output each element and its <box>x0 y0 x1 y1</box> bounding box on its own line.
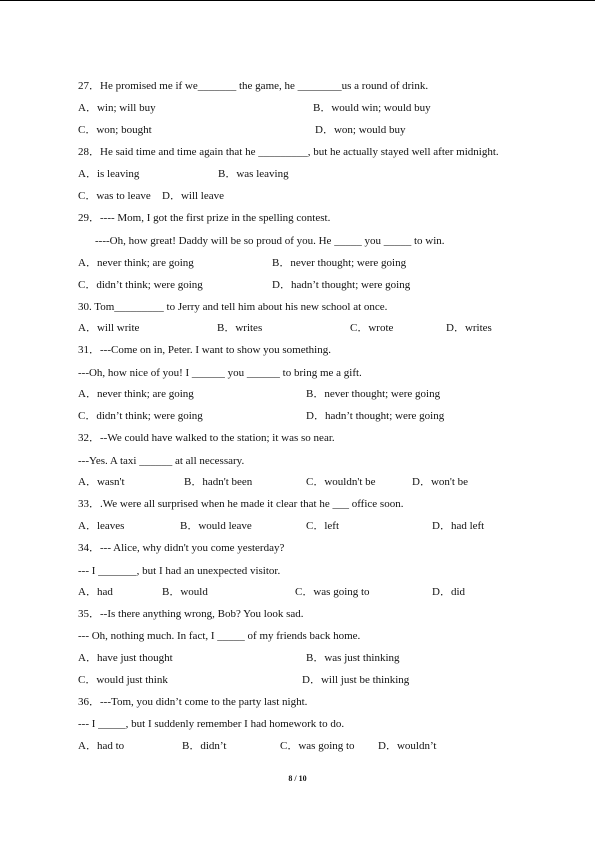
q34-stem: 34．--- Alice, why didn't you come yesterday? <box>78 542 285 554</box>
q33-option-a: A．leaves <box>78 520 125 532</box>
q30-stem: 30. Tom_________ to Jerry and tell him about his new school at once. <box>78 301 388 313</box>
q34-stem-reply: --- I _______, but I had an unexpected visitor. <box>78 565 281 577</box>
q27-option-a: A．win; will buy <box>78 102 156 114</box>
q31-option-b: B．never thought; were going <box>306 388 441 400</box>
q27-option-d: D．won; would buy <box>315 124 406 136</box>
q28-stem: 28．He said time and time again that he _________, but he actually stayed well after midnight. <box>78 146 499 158</box>
q29-option-c: C．didn’t think; were going <box>78 279 203 291</box>
q36-option-a: A．had to <box>78 740 125 752</box>
q32-option-b: B．hadn't been <box>184 476 253 488</box>
q29-option-b: B．never thought; were going <box>272 257 407 269</box>
q33-stem: 33．.We were all surprised when he made it clear that he ___ office soon. <box>78 498 404 510</box>
q28-option-c: C．was to leave <box>78 190 151 202</box>
q29-stem-reply: ----Oh, how great! Daddy will be so proud of you. He _____ you _____ to win. <box>95 235 445 247</box>
q33-option-c: C．left <box>306 520 339 532</box>
q36-option-d: D．wouldn’t <box>378 740 437 752</box>
q34-option-c: C．was going to <box>295 586 370 598</box>
q31-option-a: A．never think; are going <box>78 388 194 400</box>
q27-stem: 27．He promised me if we_______ the game, he ________us a round of drink. <box>78 80 429 92</box>
q34-option-b: B．would <box>162 586 208 598</box>
q28-option-a: A．is leaving <box>78 168 140 180</box>
q28-option-b: B．was leaving <box>218 168 289 180</box>
q28-option-d: D．will leave <box>162 190 225 202</box>
q27-option-b: B．would win; would buy <box>313 102 431 114</box>
q33-option-d: D．had left <box>432 520 485 532</box>
q31-option-c: C．didn’t think; were going <box>78 410 203 422</box>
q32-option-d: D．won't be <box>412 476 469 488</box>
q35-option-d: D．will just be thinking <box>302 674 410 686</box>
q27-option-c: C．won; bought <box>78 124 152 136</box>
q36-stem-reply: --- I _____, but I suddenly remember I had homework to do. <box>78 718 345 730</box>
q30-option-b: B．writes <box>217 322 263 334</box>
q31-option-d: D．hadn’t thought; were going <box>306 410 445 422</box>
q30-option-a: A．will write <box>78 322 140 334</box>
page-top-border <box>0 0 595 1</box>
q35-option-a: A．have just thought <box>78 652 173 664</box>
q33-option-b: B．would leave <box>180 520 252 532</box>
q29-option-a: A．never think; are going <box>78 257 194 269</box>
q36-option-c: C．was going to <box>280 740 355 752</box>
q29-option-d: D．hadn’t thought; were going <box>272 279 411 291</box>
q32-option-a: A．wasn't <box>78 476 125 488</box>
q30-option-d: D．writes <box>446 322 492 334</box>
q36-option-b: B．didn’t <box>182 740 227 752</box>
q34-option-a: A．had <box>78 586 113 598</box>
q32-option-c: C．wouldn't be <box>306 476 376 488</box>
q36-stem: 36．---Tom, you didn’t come to the party last night. <box>78 696 308 708</box>
q35-option-c: C．would just think <box>78 674 168 686</box>
q35-stem-reply: --- Oh, nothing much. In fact, I _____ of my friends back home. <box>78 630 361 642</box>
q35-option-b: B．was just thinking <box>306 652 400 664</box>
q31-stem-reply: ---Oh, how nice of you! I ______ you ______ to bring me a gift. <box>78 367 362 379</box>
q29-stem: 29．---- Mom, I got the first prize in the spelling contest. <box>78 212 331 224</box>
page-number: 8 / 10 <box>288 774 307 783</box>
q31-stem: 31．---Come on in, Peter. I want to show you something. <box>78 344 331 356</box>
q32-stem: 32．--We could have walked to the station; it was so near. <box>78 432 335 444</box>
q35-stem: 35．--Is there anything wrong, Bob? You look sad. <box>78 608 304 620</box>
q32-stem-reply: ---Yes. A taxi ______ at all necessary. <box>78 455 245 467</box>
q34-option-d: D．did <box>432 586 465 598</box>
q30-option-c: C．wrote <box>350 322 394 334</box>
